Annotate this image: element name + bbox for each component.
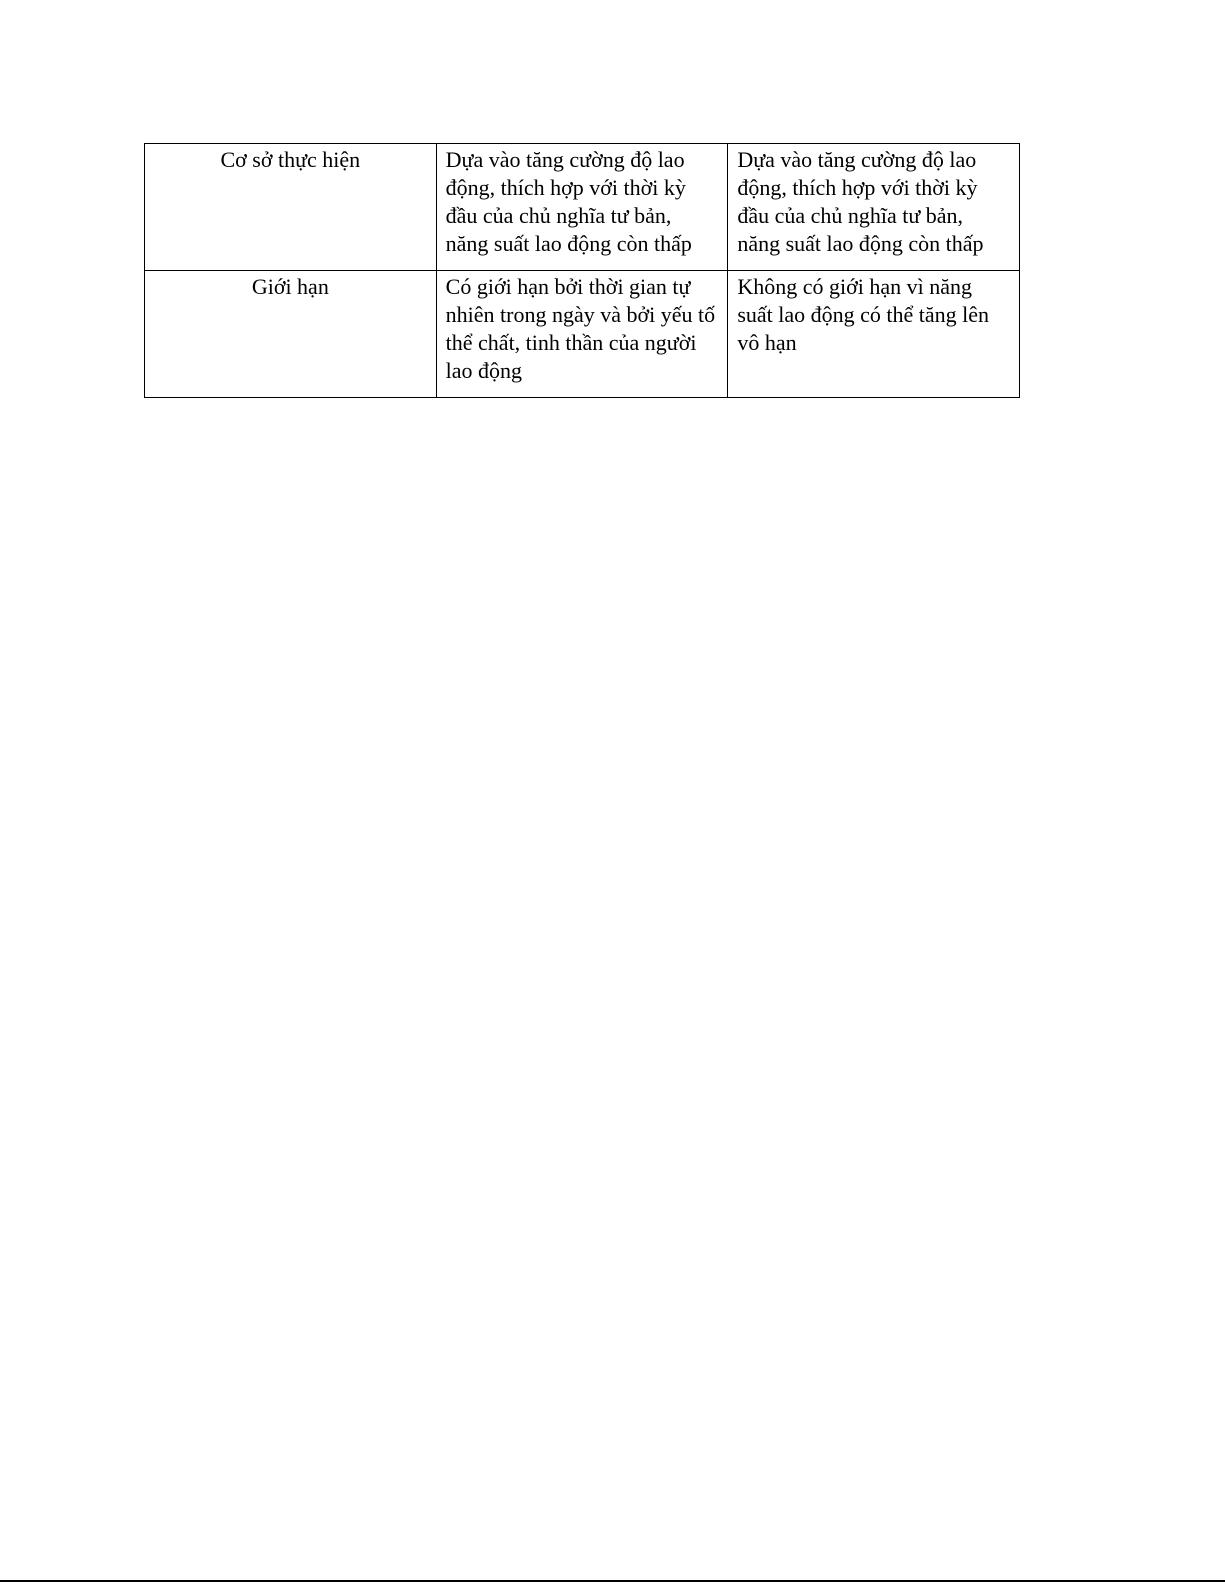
table-row <box>145 144 1020 271</box>
row-label-limit: Giới hạn <box>145 271 437 398</box>
cell-limit-method-a: Có giới hạn bởi thời gian tự nhiên trong ngày và bởi yếu tố thể chất, tinh thần của người lao động <box>436 271 728 398</box>
cell-basis-method-a: Dựa vào tăng cường độ lao động, thích hợp với thời kỳ đầu của chủ nghĩa tư bản, năng suất lao động còn thấp <box>436 144 728 271</box>
comparison-table <box>144 143 1020 398</box>
row-label-basis: Cơ sở thực hiện <box>145 144 437 271</box>
page-bottom-border <box>0 1580 1225 1582</box>
table-row <box>145 271 1020 398</box>
cell-basis-method-b: Dựa vào tăng cường độ lao động, thích hợp với thời kỳ đầu của chủ nghĩa tư bản, năng suất lao động còn thấp <box>728 144 1020 271</box>
cell-limit-method-b: Không có giới hạn vì năng suất lao động có thể tăng lên vô hạn <box>728 271 1020 398</box>
